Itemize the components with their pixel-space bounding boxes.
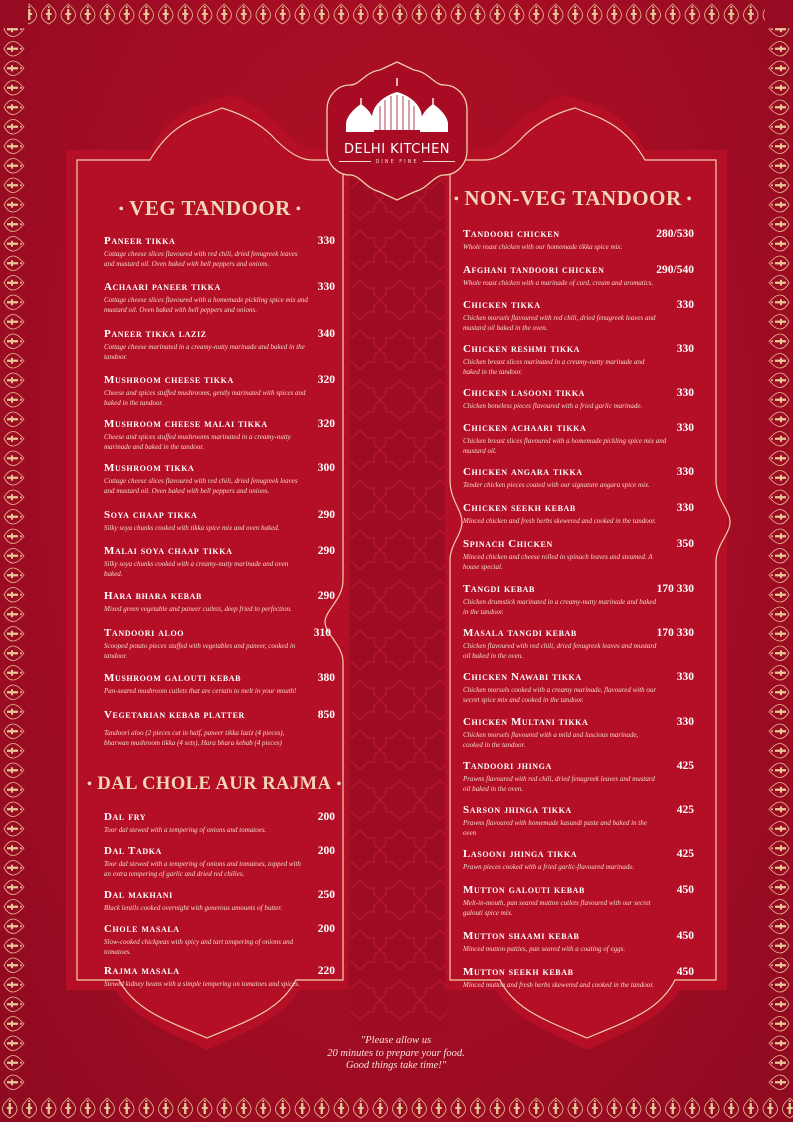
item-price: 250: [317, 889, 335, 901]
item-name: Mutton galouti kebab: [463, 884, 585, 896]
restaurant-logo: [327, 62, 467, 200]
item-name: Paneer tikka laziz: [104, 328, 207, 340]
item-price: 425: [676, 760, 694, 772]
menu-item: [463, 264, 694, 289]
item-price: 425: [676, 848, 694, 860]
item-name: Hara bhara kebab: [104, 590, 202, 602]
menu-item: [463, 671, 694, 705]
item-description: Black lentils cooked overnight with generous amounts of butter.: [104, 904, 283, 912]
item-name: Tandoori jhinga: [463, 760, 552, 772]
veg-tandoor-title: • VEG TANDOOR •: [118, 196, 302, 220]
item-description: Whole roast chicken with our homemade tikka spice mix.: [463, 243, 623, 251]
item-price: 425: [676, 804, 694, 816]
menu-item: [463, 884, 694, 918]
item-price: 330: [676, 422, 694, 434]
non-veg-tandoor-title: • NON-VEG TANDOOR •: [453, 186, 693, 210]
item-description: Tandoori aloo (2 pieces cut in half, paneer tikka laziz (4 pieces), bharwan mushroom tikka (4 sets), Hara bhara kebab (4 pieces): [104, 729, 285, 747]
item-name: Chicken Nawabi tikka: [463, 671, 582, 683]
item-price: 320: [317, 418, 335, 430]
item-price: 290/540: [656, 264, 694, 276]
item-description: Minced chicken and cheese rolled in spinach leaves and steamed. A house special.: [463, 553, 653, 571]
item-price: 290: [317, 509, 335, 521]
item-description: Silky soya chunks cooked with tikka spice mix and oven baked.: [104, 524, 280, 532]
menu-item: [104, 965, 335, 990]
menu-item: [104, 374, 335, 408]
item-name: Tandoori chicken: [463, 228, 560, 240]
menu-item: [463, 422, 694, 456]
item-name: Mushroom cheese malai tikka: [104, 418, 268, 430]
item-price: 170 330: [656, 583, 694, 595]
item-description: Cottage cheese slices flavoured with a homemade pickling spice mix and mustard oil. Oven baked with bell peppers and onions.: [104, 296, 308, 314]
item-name: Spinach Chicken: [463, 538, 553, 550]
item-name: Tangdi kebab: [463, 583, 535, 595]
item-price: 290: [317, 545, 335, 557]
item-description: Whole roast chicken with a marinade of curd, cream and aromatics.: [463, 279, 654, 287]
item-description: Chicken breast slices marinated in a creamy-nutty marinade and baked in the tandoor.: [463, 358, 645, 376]
item-name: Chicken reshmi tikka: [463, 343, 581, 355]
item-name: Chicken tikka: [463, 299, 541, 311]
note-line-2: 20 minutes to prepare your food.: [327, 1047, 465, 1059]
item-description: Silky soya chunks cooked with a creamy-nutty marinade and oven baked.: [104, 560, 289, 578]
restaurant-tagline: DINE FINE: [327, 159, 467, 165]
item-description: Chicken breast slices flavoured with a homemade pickling spice mix and mustard oil.: [463, 437, 667, 455]
item-description: Toor dal stewed with a tempering of onions and tomatoes.: [104, 826, 267, 834]
menu-item: [104, 845, 335, 879]
item-price: 220: [317, 965, 335, 977]
menu-item: [463, 627, 694, 661]
item-name: Dal Tadka: [104, 845, 162, 857]
menu-item: [463, 299, 694, 333]
menu-item: [463, 804, 694, 838]
item-description: Minced mutton and fresh herbs skewered and cooked in the tandoor.: [463, 981, 654, 989]
menu-item: [463, 228, 694, 253]
item-name: Mutton seekh kebab: [463, 966, 574, 978]
item-price: 330: [676, 466, 694, 478]
note-line-3: Good things take time!": [345, 1060, 447, 1071]
item-price: 350: [676, 538, 694, 550]
menu-item: [104, 281, 335, 315]
item-price: 200: [317, 811, 335, 823]
note-line-1: "Please allow us: [360, 1035, 432, 1046]
menu-item: [104, 590, 335, 615]
item-description: Melt-in-mouth, pan seared mutton cutlets flavoured with our secret galouti spice mix.: [463, 899, 651, 917]
item-name: Chicken angara tikka: [463, 466, 583, 478]
item-description: Chicken boneless pieces flavoured with a fried garlic marinade.: [463, 402, 643, 410]
menu-item: [463, 966, 694, 991]
item-price: 300: [317, 462, 335, 474]
item-price: 340: [317, 328, 335, 340]
item-description: Chicken morsels cooked with a creamy marinade, flavoured with our secret spice mix and cooked in the tandoor.: [463, 686, 657, 704]
item-description: Scooped potato pieces stuffed with vegetables and paneer, cooked in tandoor.: [104, 642, 296, 660]
item-description: Cottage cheese marinated in a creamy-nutty marinade and baked in the tandoor.: [104, 343, 305, 361]
item-description: Chicken flavoured with red chili, dried fenugreek leaves and mustard oil baked in the oven.: [463, 642, 657, 660]
item-price: 330: [317, 281, 335, 293]
item-name: Lasooni jhinga tikka: [463, 848, 578, 860]
item-price: 450: [676, 884, 694, 896]
item-price: 330: [676, 502, 694, 514]
item-price: 280/530: [656, 228, 694, 240]
item-name: Achaari paneer tikka: [104, 281, 221, 293]
item-description: Chicken morsels flavoured with a mild and luscious marinade, cooked in the tandoor.: [463, 731, 639, 749]
item-name: Soya chaap tikka: [104, 509, 198, 521]
item-name: Chicken lasooni tikka: [463, 387, 586, 399]
menu-item: [104, 709, 335, 748]
item-name: Dal makhani: [104, 889, 173, 901]
menu-item: [104, 889, 335, 914]
item-description: Mixed green vegetable and paneer cutlets, deep fried to perfection.: [104, 605, 292, 613]
item-description: Prawns flavoured with homemade kasundi paste and baked in the oven: [463, 819, 647, 837]
item-description: Slow-cooked chickpeas with spicy and tart tempering of onions and tomatoes.: [104, 938, 294, 956]
item-description: Chicken morsels flavoured with red chili, dried fenugreek leaves and mustard oil baked in the oven.: [463, 314, 656, 332]
menu-item: [463, 466, 694, 491]
item-description: Cheese and spices stuffed mushrooms, gently marinated with spices and baked in the tandoor.: [104, 389, 306, 407]
menu-item: [463, 716, 694, 750]
menu-item: [463, 502, 694, 527]
item-name: Chicken achaari tikka: [463, 422, 587, 434]
item-price: 330: [676, 387, 694, 399]
item-description: Cheese and spices stuffed mushrooms marinated in a creamy-nutty marinade and baked in the tandoor.: [104, 433, 291, 451]
menu-item: [463, 583, 694, 617]
item-price: 850: [317, 709, 335, 721]
item-description: Tender chicken pieces coated with our signature angara spice mix.: [463, 481, 650, 489]
item-description: Cottage cheese slices flavoured with red chili, dried fenugreek leaves and mustard oil. Oven baked with bell peppers and onions.: [104, 250, 298, 268]
preparation-time-note: [296, 1035, 496, 1073]
menu-item: [463, 387, 694, 412]
item-description: Prawns flavoured with red chili, dried fenugreek leaves and mustard oil baked in the oven.: [463, 775, 655, 793]
item-price: 330: [317, 235, 335, 247]
dal-section-title: • DAL CHOLE AUR RAJMA •: [87, 774, 342, 794]
item-description: Minced mutton patties, pan seared with a coating of eggs.: [463, 945, 626, 953]
menu-item: [104, 418, 335, 452]
menu-item: [104, 328, 335, 362]
item-price: 330: [676, 716, 694, 728]
item-description: Pan-seared mushroom cutlets that are certain to melt in your mouth!: [104, 687, 297, 695]
item-name: Afghani tandoori chicken: [463, 264, 605, 276]
item-description: Stewed kidney beans with a simple tempering on tomatoes and spices.: [104, 980, 300, 988]
item-description: Minced chicken and fresh herbs skewered and cooked in the tandoor.: [463, 517, 656, 525]
item-price: 450: [676, 966, 694, 978]
item-name: Chicken seekh kebab: [463, 502, 576, 514]
item-name: Vegetarian kebab platter: [104, 709, 245, 721]
menu-item: [463, 930, 694, 955]
item-description: Chicken drumstick marinated in a creamy-nutty marinade and baked in the tandoor.: [463, 598, 656, 616]
menu-item: [463, 848, 694, 873]
menu-item: [463, 538, 694, 572]
item-price: 330: [676, 299, 694, 311]
menu-item: [104, 811, 335, 836]
item-name: Mushroom galouti kebab: [104, 672, 242, 684]
menu-item: [104, 509, 335, 534]
item-price: 330: [676, 343, 694, 355]
item-name: Masala tangdi kebab: [463, 627, 577, 639]
item-name: Mutton shaami kebab: [463, 930, 580, 942]
menu-item: [104, 545, 335, 579]
item-price: 200: [317, 845, 335, 857]
item-name: Mushroom cheese tikka: [104, 374, 234, 386]
item-price: 310: [313, 627, 331, 639]
item-name: Dal fry: [104, 811, 147, 823]
item-price: 380: [317, 672, 335, 684]
item-price: 330: [676, 671, 694, 683]
item-description: Cottage cheese slices flavoured with red chili, dried fenugreek leaves and mustard oil. Oven baked with bell peppers and onions.: [104, 477, 298, 495]
item-name: Paneer tikka: [104, 235, 176, 247]
item-name: Chole masala: [104, 923, 180, 935]
menu-item: [463, 343, 694, 377]
item-name: Mushroom tikka: [104, 462, 195, 474]
item-description: Prawn pieces cooked with a fried garlic-flavoured marinade.: [463, 863, 635, 871]
menu-item: [104, 235, 335, 269]
item-price: 290: [317, 590, 335, 602]
menu-item: [104, 462, 335, 496]
item-price: 170 330: [656, 627, 694, 639]
menu-item: [104, 627, 335, 661]
item-name: Rajma masala: [104, 965, 180, 977]
item-price: 200: [317, 923, 335, 935]
restaurant-name: DELHI KITCHEN: [343, 142, 451, 157]
item-name: Tandoori aloo: [104, 627, 185, 639]
menu-item: [463, 760, 694, 794]
item-price: 320: [317, 374, 335, 386]
item-name: Malai soya chaap tikka: [104, 545, 233, 557]
menu-item: [104, 923, 335, 957]
item-name: Chicken Multani tikka: [463, 716, 589, 728]
menu-item: [104, 672, 335, 697]
item-description: Toor dal stewed with a tempering of onions and tomatoes, topped with an extra tempering of garlic and dried red chilies.: [104, 860, 301, 878]
item-price: 450: [676, 930, 694, 942]
item-name: Sarson jhinga tikka: [463, 804, 572, 816]
